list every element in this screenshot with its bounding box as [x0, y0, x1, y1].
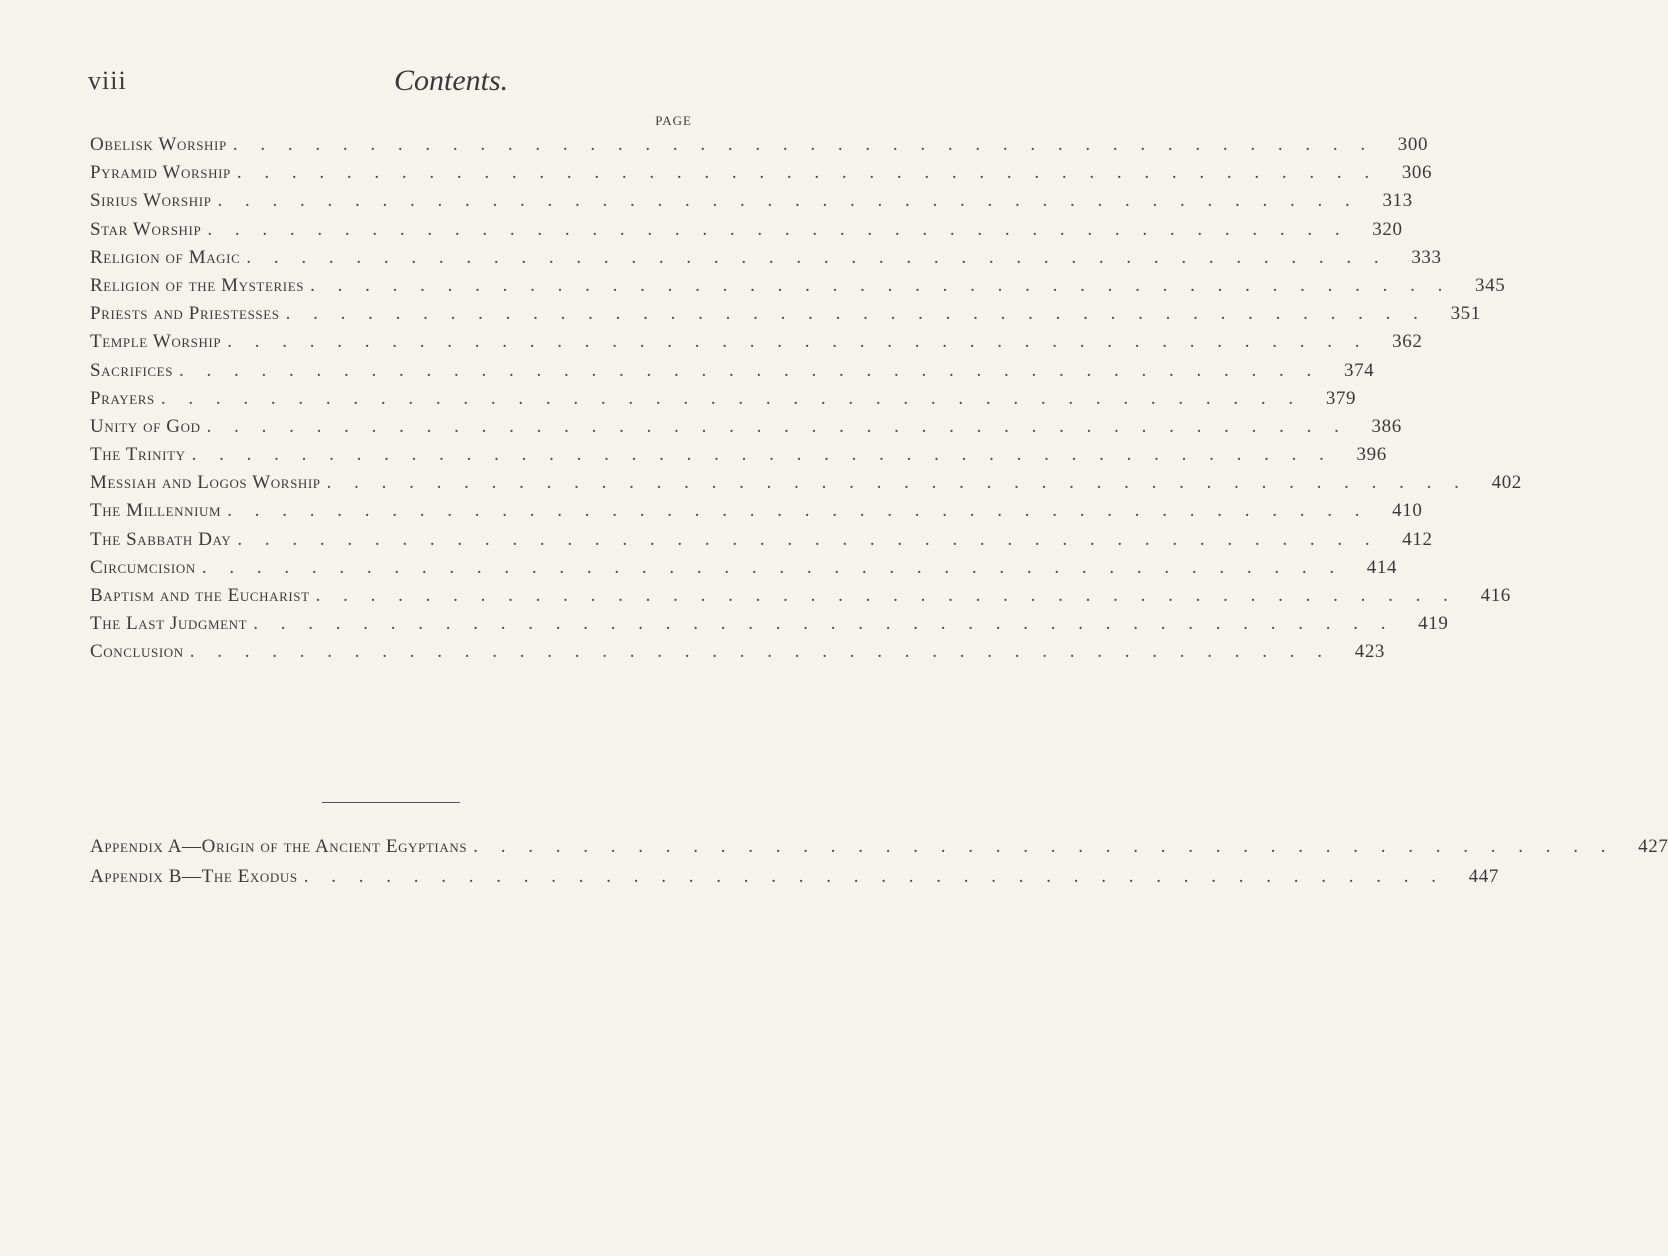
page-column-header: PAGE: [655, 113, 692, 128]
toc-entry: [90, 218, 1403, 247]
entry-page-number: 362: [1392, 331, 1423, 353]
toc-entry: [90, 134, 1429, 162]
entry-page-number: 447: [1468, 866, 1499, 887]
entry-title: Religion of the Mysteries: [90, 274, 305, 296]
entry-page-number: 410: [1392, 500, 1423, 522]
entry-title: Temple Worship: [90, 331, 222, 353]
entry-title: The Trinity: [90, 444, 186, 466]
toc-entry: [90, 556, 1398, 585]
dot-leader: . . . . . . . . . . . . . . . . . . . . . . . . . . . . . . . . . . . . . . . . . .: [237, 528, 1379, 550]
dot-leader: . . . . . . . . . . . . . . . . . . . . . . . . . . . . . . . . . . . . . . . . . .: [217, 190, 1359, 212]
appendix-list: [90, 836, 1668, 896]
dot-leader: . . . . . . . . . . . . . . . . . . . . . . . . . . . . . . . . . . . . . . . . . .: [310, 274, 1452, 296]
toc-entry: [90, 387, 1357, 416]
entry-page-number: 351: [1450, 303, 1481, 325]
running-title: Contents.: [394, 64, 509, 97]
dot-leader: . . . . . . . . . . . . . . . . . . . . . . . . . . . . . . . . . . . . . . . . . .: [253, 613, 1395, 635]
entry-title: Messiah and Logos Worship: [90, 472, 321, 494]
entry-page-number: 423: [1354, 641, 1386, 663]
entry-page-number: 345: [1475, 274, 1506, 296]
toc-entry: [90, 444, 1387, 472]
page-number: viii: [88, 66, 127, 95]
entry-title: Sirius Worship: [90, 190, 212, 212]
dot-leader: . . . . . . . . . . . . . . . . . . . . . . . . . . . . . . . . . . . . . . . . . .: [227, 500, 1369, 522]
dot-leader: . . . . . . . . . . . . . . . . . . . . . . . . . . . . . . . . . . . . . . . . . .: [189, 641, 1332, 663]
dot-leader: . . . . . . . . . . . . . . . . . . . . . . . . . . . . . . . . . . . . . . . . . .: [326, 472, 1468, 494]
entry-title: Conclusion: [90, 641, 184, 663]
toc-entry: [90, 613, 1449, 641]
toc-entry: [90, 274, 1506, 303]
entry-title: Religion of Magic: [90, 246, 241, 268]
entry-title: Star Worship: [90, 218, 202, 240]
toc-entry: [90, 246, 1442, 275]
toc-entry: [90, 641, 1386, 669]
entry-title: The Millennium: [90, 500, 222, 522]
appendix-entry: [90, 866, 1499, 896]
entry-title: Circumcision: [90, 556, 196, 578]
toc-entry: [90, 500, 1423, 528]
entry-title: The Sabbath Day: [90, 528, 232, 550]
dot-leader: . . . . . . . . . . . . . . . . . . . . . . . . . . . . . . . . . . . . . . . . . .: [207, 218, 1349, 240]
entry-page-number: 414: [1366, 556, 1398, 578]
toc-list: [90, 134, 1522, 670]
entry-page-number: 313: [1382, 190, 1413, 212]
dot-leader: . . . . . . . . . . . . . . . . . . . . . . . . . . . . . . . . . . . . . . . . . .: [236, 162, 1379, 184]
entry-page-number: 416: [1480, 585, 1511, 606]
dot-leader: . . . . . . . . . . . . . . . . . . . . . . . . . . . . . . . . . . . . . . . . . .: [191, 444, 1333, 466]
entry-title: Unity of God: [90, 415, 201, 437]
entry-page-number: 300: [1397, 134, 1429, 155]
entry-title: Sacrifices: [90, 359, 174, 381]
separator-rule: [322, 802, 460, 803]
entry-title: Pyramid Worship: [90, 162, 231, 184]
entry-page-number: 412: [1402, 528, 1433, 550]
entry-page-number: 386: [1371, 415, 1402, 437]
dot-leader: . . . . . . . . . . . . . . . . . . . . . . . . . . . . . . . . . . . . . . . . . .: [201, 556, 1344, 578]
dot-leader: . . . . . . . . . . . . . . . . . . . . . . . . . . . . . . . . . . . . . . . . . .: [160, 387, 1303, 409]
toc-entry: [90, 303, 1481, 331]
entry-page-number: 396: [1356, 444, 1387, 466]
entry-page-number: 320: [1372, 218, 1403, 240]
toc-entry: [90, 162, 1433, 190]
dot-leader: . . . . . . . . . . . . . . . . . . . . . . . . . . . . . . . . . . . . . . . . . .: [227, 331, 1369, 353]
entry-title: Baptism and the Eucharist: [90, 585, 310, 606]
appendix-entry: [90, 836, 1668, 866]
entry-title: Appendix B—The Exodus: [90, 866, 298, 887]
entry-title: Prayers: [90, 387, 155, 409]
entry-page-number: 333: [1411, 246, 1442, 268]
entry-page-number: 402: [1491, 472, 1522, 494]
toc-entry: [90, 190, 1413, 218]
dot-leader: . . . . . . . . . . . . . . . . . . . . . . . . . . . . . . . . . . . . . . . . . .: [315, 585, 1457, 606]
dot-leader: . . . . . . . . . . . . . . . . . . . . . . . . . . . . . . . . . . . . . . . . . .: [303, 866, 1445, 887]
entry-title: Appendix A—Origin of the Ancient Egyptians: [90, 836, 468, 857]
toc-entry: [90, 472, 1522, 500]
dot-leader: . . . . . . . . . . . . . . . . . . . . . . . . . . . . . . . . . . . . . . . . . .: [179, 359, 1321, 381]
toc-entry: [90, 415, 1402, 444]
dot-leader: . . . . . . . . . . . . . . . . . . . . . . . . . . . . . . . . . . . . . . . . . .: [473, 836, 1615, 857]
dot-leader: . . . . . . . . . . . . . . . . . . . . . . . . . . . . . . . . . . . . . . . . . .: [285, 303, 1427, 325]
toc-entry: [90, 528, 1433, 557]
entry-page-number: 306: [1401, 162, 1433, 184]
entry-title: Priests and Priestesses: [90, 303, 280, 325]
toc-entry: [90, 359, 1375, 388]
dot-leader: . . . . . . . . . . . . . . . . . . . . . . . . . . . . . . . . . . . . . . . . . .: [206, 415, 1348, 437]
entry-title: The Last Judgment: [90, 613, 248, 635]
dot-leader: . . . . . . . . . . . . . . . . . . . . . . . . . . . . . . . . . . . . . . . . . .: [246, 246, 1388, 268]
entry-page-number: 419: [1418, 613, 1449, 635]
entry-page-number: 379: [1325, 387, 1357, 409]
toc-entry: [90, 585, 1511, 613]
dot-leader: . . . . . . . . . . . . . . . . . . . . . . . . . . . . . . . . . . . . . . . . . .: [232, 134, 1375, 155]
entry-page-number: 374: [1343, 359, 1375, 381]
entry-title: Obelisk Worship: [90, 134, 227, 155]
entry-page-number: 427: [1638, 836, 1668, 857]
toc-entry: [90, 331, 1423, 359]
